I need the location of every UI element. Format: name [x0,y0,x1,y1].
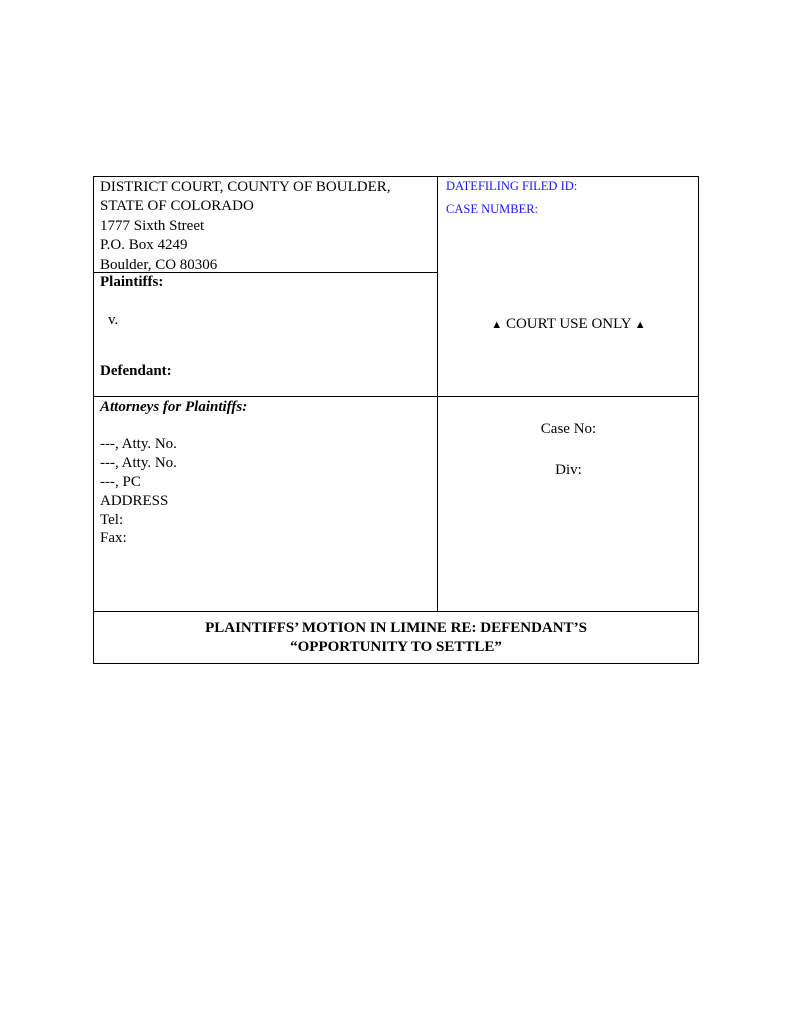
attorney-line: ---, Atty. No. [100,455,177,471]
motion-title-line2: “OPPORTUNITY TO SETTLE” [290,639,502,655]
court-po-box: P.O. Box 4249 [100,237,188,254]
case-no-label: Case No: [540,421,597,437]
attorneys-title: Attorneys for Plaintiffs: [100,399,248,415]
case-number-label: CASE NUMBER: [446,202,539,216]
attorney-line: ---, Atty. No. [100,436,177,452]
court-use-label: COURT USE ONLY [505,316,632,332]
motion-title [94,619,698,657]
court-name-line1: DISTRICT COURT, COUNTY OF BOULDER, [100,179,391,195]
column-divider [437,177,438,611]
attorney-line: Fax: [100,530,127,546]
attorney-line: ADDRESS [100,493,169,509]
court-use-only [438,316,699,333]
title-divider [94,611,698,612]
versus-text: v. [108,312,119,328]
triangle-up-icon: ▲ [491,319,503,331]
div-label: Div: [555,462,582,478]
plaintiffs-label: Plaintiffs: [100,274,164,290]
filing-stamp [446,179,696,225]
case-info-block [438,421,699,479]
date-filing-id: DATEFILING FILED ID: [446,179,578,193]
attorney-line: ---, PC [100,474,141,490]
court-name-line2: STATE OF COLORADO [100,198,254,215]
court-street: 1777 Sixth Street [100,217,205,234]
triangle-up-icon: ▲ [634,319,646,331]
parties-divider [94,396,698,397]
motion-title-line1: PLAINTIFFS’ MOTION IN LIMINE RE: DEFENDANT’S [205,620,587,636]
court-address-block [100,178,430,275]
caption-table [93,176,699,664]
defendant-label: Defendant: [100,363,172,379]
attorneys-block [100,398,430,547]
attorney-line: Tel: [100,512,124,528]
court-city: Boulder, CO 80306 [100,256,218,273]
